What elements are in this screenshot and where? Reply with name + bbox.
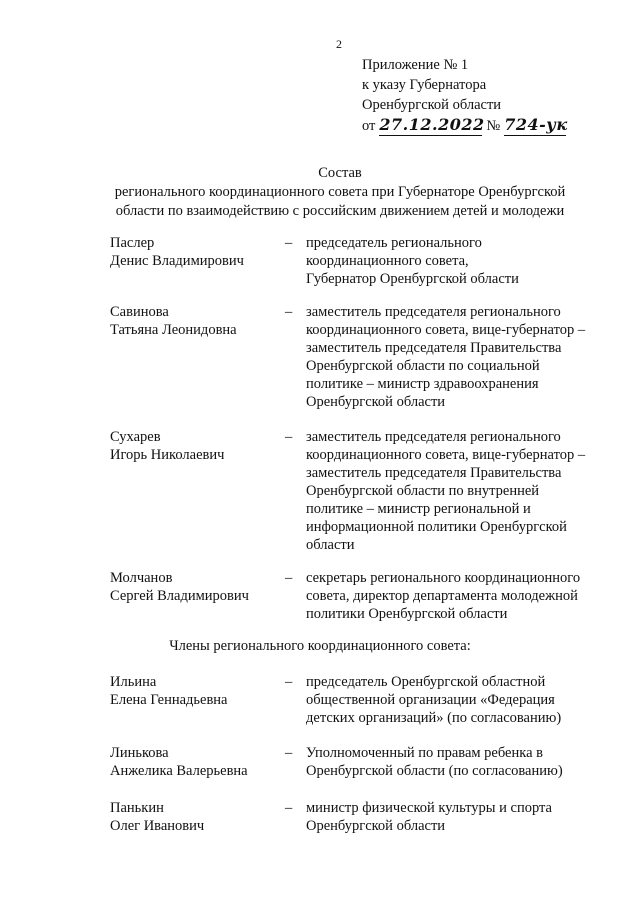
role-line: секретарь регионального координационного: [306, 570, 581, 586]
members-heading: Члены регионального координационного совета:: [169, 638, 471, 654]
document-title: Состав: [318, 165, 362, 181]
document-subtitle-line-1: регионального координационного совета при Губернаторе Оренбургской: [114, 184, 566, 200]
role-line: информационной политики Оренбургской: [306, 519, 567, 535]
member-role: [306, 673, 598, 727]
appendix-date-line: [362, 115, 566, 136]
role-line: министр физической культуры и спорта: [306, 800, 552, 816]
member-role: [306, 234, 598, 288]
member-name: [110, 799, 280, 835]
role-line: заместитель председателя Правительства: [306, 465, 562, 481]
member-surname: Савинова: [110, 304, 169, 320]
member-given-name: Олег Иванович: [110, 818, 205, 834]
member-surname: Линькова: [110, 745, 169, 761]
member-given-name: Анжелика Валерьевна: [110, 763, 248, 779]
member-surname: Ильина: [110, 674, 157, 690]
member-given-name: Елена Геннадьевна: [110, 692, 228, 708]
member-name: [110, 428, 280, 464]
member-name: [110, 744, 280, 780]
role-line: Оренбургской области по внутренней: [306, 483, 540, 499]
member-role: [306, 303, 598, 411]
member-given-name: Денис Владимирович: [110, 253, 244, 269]
role-line: заместитель председателя Правительства: [306, 340, 562, 356]
handwritten-number: 724-ук: [504, 115, 568, 134]
role-line: Уполномоченный по правам ребенка в: [306, 745, 543, 761]
member-given-name: Татьяна Леонидовна: [110, 322, 237, 338]
member-name: [110, 569, 280, 605]
role-line: Оренбургской области (по согласованию): [306, 763, 563, 779]
dash: –: [285, 745, 293, 761]
appendix-line-3: Оренбургской области: [362, 97, 502, 113]
role-line: председатель Оренбургской областной: [306, 674, 546, 690]
role-line: области: [306, 537, 355, 553]
appendix-line-2: к указу Губернатора: [362, 77, 487, 93]
role-line: координационного совета, вице-губернатор –: [306, 447, 586, 463]
member-surname: Сухарев: [110, 429, 161, 445]
member-given-name: Игорь Николаевич: [110, 447, 225, 463]
appendix-block: [362, 55, 566, 136]
role-line: Оренбургской области: [306, 818, 446, 834]
role-line: заместитель председателя регионального: [306, 429, 561, 445]
member-role: [306, 744, 598, 780]
date-prefix: от: [362, 118, 376, 134]
appendix-line-1: Приложение № 1: [362, 57, 469, 73]
role-line: координационного совета,: [306, 253, 469, 269]
member-given-name: Сергей Владимирович: [110, 588, 249, 604]
role-line: координационного совета, вице-губернатор –: [306, 322, 586, 338]
member-role: [306, 799, 598, 835]
dash: –: [285, 674, 293, 690]
role-line: политике – министр здравоохранения: [306, 376, 539, 392]
handwritten-date: 27.12.2022: [379, 115, 485, 134]
number-prefix: №: [486, 118, 501, 134]
dash: –: [285, 570, 293, 586]
role-line: политике – министр региональной и: [306, 501, 531, 517]
dash: –: [285, 304, 293, 320]
member-name: [110, 673, 280, 709]
member-name: [110, 303, 280, 339]
member-surname: Панькин: [110, 800, 164, 816]
member-name: [110, 234, 280, 270]
member-role: [306, 569, 598, 623]
role-line: Оренбургской области по социальной: [306, 358, 540, 374]
role-line: политики Оренбургской области: [306, 606, 508, 622]
dash: –: [285, 429, 293, 445]
page-number: 2: [336, 37, 342, 51]
member-role: [306, 428, 598, 554]
role-line: председатель регионального: [306, 235, 482, 251]
dash: –: [285, 800, 293, 816]
member-surname: Молчанов: [110, 570, 173, 586]
role-line: совета, директор департамента молодежной: [306, 588, 578, 604]
role-line: Губернатор Оренбургской области: [306, 271, 519, 287]
role-line: детских организаций» (по согласованию): [306, 710, 562, 726]
role-line: заместитель председателя регионального: [306, 304, 561, 320]
member-surname: Паслер: [110, 235, 155, 251]
document-subtitle-line-2: области по взаимодействию с российским движением детей и молодежи: [115, 203, 565, 219]
dash: –: [285, 235, 293, 251]
role-line: Оренбургской области: [306, 394, 446, 410]
role-line: общественной организации «Федерация: [306, 692, 555, 708]
